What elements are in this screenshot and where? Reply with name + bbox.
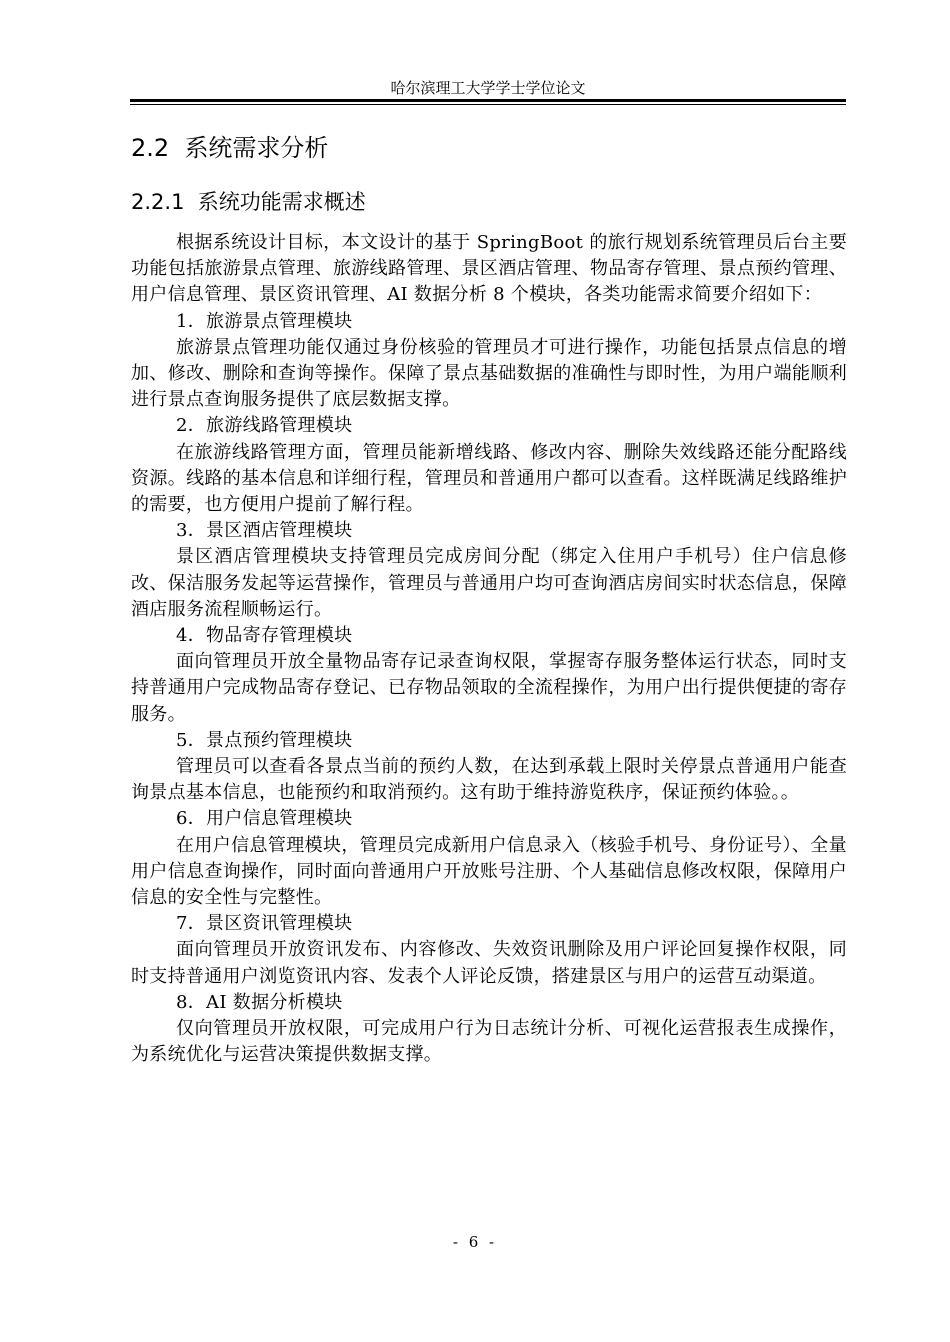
module-heading-4: 4．物品寄存管理模块 [176,625,353,647]
intro-paragraph: 根据系统设计目标，本文设计的基于 SpringBoot 的旅行规划系统管理员后台主要功能包括旅游景点管理、旅游线路管理、景区酒店管理、物品寄存管理、景点预约管理、用户信息管理、景区资讯管理、AI 数据分析 8 个模块，各类功能需求简要介绍如下： [131,232,847,306]
page-body [131,128,847,1069]
running-header: 哈尔滨理工大学学士学位论文 [390,79,586,97]
module-heading-1: 1．旅游景点管理模块 [176,310,353,332]
module-text-6: 在用户信息管理模块，管理员完成新用户信息录入（核验手机号、身份证号）、全量用户信息查询操作，同时面向普通用户开放账号注册、个人基础信息修改权限，保障用户信息的安全性与完整性。 [131,834,847,909]
module-heading-5: 5．景点预约管理模块 [176,729,353,751]
section-number: 2.2 [131,134,170,162]
section-title: 系统需求分析 [184,134,329,162]
module-text-3: 景区酒店管理模块支持管理员完成房间分配（绑定入住用户手机号）住户信息修改、保洁服务发起等运营操作，管理员与普通用户均可查询酒店房间实时状态信息，保障酒店服务流程顺畅运行。 [131,546,847,620]
module-text-1: 旅游景点管理功能仅通过身份核验的管理员才可进行操作，功能包括景点信息的增加、修改、删除和查询等操作。保障了景点基础数据的准确性与即时性，为用户端能顺利进行景点查询服务提供了底层数据支撑。 [131,336,847,411]
module-heading-6: 6．用户信息管理模块 [176,808,353,830]
subsection-heading [131,184,847,220]
page-number: - 6 - [452,1233,498,1251]
module-heading-8: 8．AI 数据分析模块 [176,991,343,1013]
module-heading-3: 3．景区酒店管理模块 [176,520,353,542]
subsection-number: 2.2.1 [131,190,185,214]
header-rule-thin [130,104,846,105]
subsection-title: 系统功能需求概述 [197,190,366,214]
section-heading [131,128,847,168]
module-text-2: 在旅游线路管理方面，管理员能新增线路、修改内容、删除失效线路还能分配路线资源。线路的基本信息和详细行程，管理员和普通用户都可以查看。这样既满足线路维护的需要，也方便用户提前了解行程。 [131,441,847,516]
module-text-7: 面向管理员开放资讯发布、内容修改、失效资讯删除及用户评论回复操作权限，同时支持普通用户浏览资讯内容、发表个人评论反馈，搭建景区与用户的运营互动渠道。 [131,939,847,987]
module-heading-7: 7．景区资讯管理模块 [176,913,353,935]
module-heading-2: 2．旅游线路管理模块 [176,415,353,437]
module-text-8: 仅向管理员开放权限，可完成用户行为日志统计分析、可视化运营报表生成操作，为系统优化与运营决策提供数据支撑。 [131,1018,847,1066]
module-text-4: 面向管理员开放全量物品寄存记录查询权限，掌握寄存服务整体运行状态，同时支持普通用户完成物品寄存登记、已存物品领取的全流程操作，为用户出行提供便捷的寄存服务。 [131,651,847,725]
header-rule-thick [130,99,846,102]
module-text-5: 管理员可以查看各景点当前的预约人数，在达到承载上限时关停景点普通用户能查询景点基本信息，也能预约和取消预约。这有助于维持游览秩序，保证预约体验。。 [131,756,847,804]
